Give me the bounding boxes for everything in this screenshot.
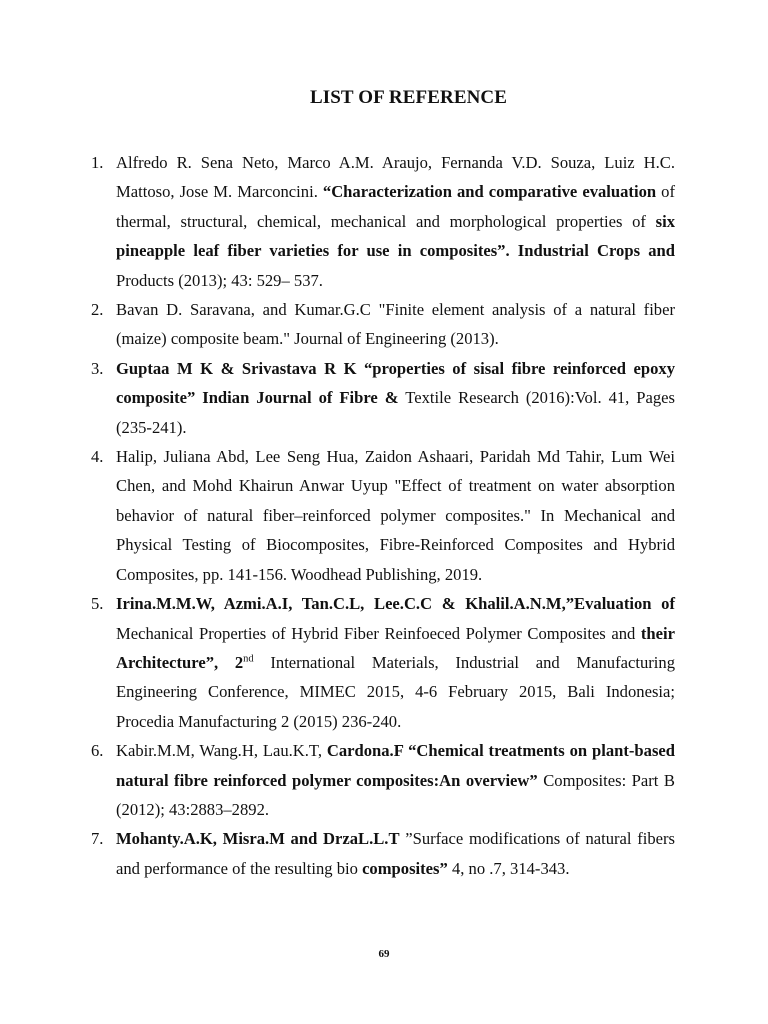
reference-text: Mechanical Properties of Hybrid Fiber Reinfoeced Polymer Composites and: [116, 623, 641, 643]
reference-item-6: [91, 736, 675, 824]
reference-bold-text: Irina.M.M.W, Azmi.A.I, Tan.C.L, Lee.C.C & Khalil.A.N.M,”Evaluation of: [116, 594, 675, 614]
reference-bold-text: Cardona.F “Chemical treatments on plant-based natural fibre reinforced polymer composites:An overview”: [116, 741, 675, 790]
reference-text: Composites: Part B (2012); 43:2883–2892.: [116, 770, 675, 819]
reference-bold-text: Mohanty.A.K, Misra.M and DrzaL.L.T: [116, 829, 400, 849]
reference-text: 4, no .7, 314-343.: [447, 858, 570, 878]
reference-item-3: [91, 354, 675, 442]
reference-number: 4.: [91, 447, 104, 467]
reference-list: [91, 148, 675, 883]
reference-text: Alfredo R. Sena Neto, Marco A.M. Araujo, Fernanda V.D. Souza, Luiz H.C. Mattoso, Jose M. Marconcini.: [116, 153, 675, 202]
reference-bold-text: six pineapple leaf fiber varieties for use in composites”. Industrial Crops and: [116, 211, 675, 261]
reference-number: 6.: [91, 741, 104, 761]
reference-number: 3.: [91, 358, 104, 378]
reference-bold-text: “Characterization and comparative evaluation: [322, 182, 657, 202]
reference-number: 2.: [91, 300, 104, 320]
reference-item-7: [91, 824, 675, 883]
reference-text: Halip, Juliana Abd, Lee Seng Hua, Zaidon Ashaari, Paridah Md Tahir, Lum Wei Chen, and Mohd Khairun Anwar Uyup "Effect of treatment on water absorption behavior of natural fiber–reinforced polymer composites." In Mechanical and Physical Testing of Biocomposites, Fibre-Reinforced Composites and Hybrid Composites, pp. 141-156. Woodhead Publishing, 2019.: [116, 447, 675, 584]
reference-item-5: [91, 589, 675, 736]
page-title: LIST OF REFERENCE: [309, 87, 508, 108]
reference-text: Textile Research (2016):Vol. 41, Pages (235-241).: [116, 388, 676, 437]
reference-bold-text: their Architecture”, 2: [116, 623, 675, 672]
reference-text: ”Surface modifications of natural fibers and performance of the resulting bio: [116, 829, 675, 878]
ordinal-superscript: nd: [243, 653, 254, 665]
reference-text: Kabir.M.M, Wang.H, Lau.K.T,: [116, 741, 327, 761]
reference-item-1: [91, 148, 675, 295]
reference-bold-text: composites”: [362, 858, 448, 878]
reference-number: 5.: [91, 594, 104, 614]
reference-number: 7.: [91, 829, 104, 849]
reference-text: Products (2013); 43: 529– 537.: [116, 270, 323, 290]
page-number: 69: [378, 948, 390, 960]
reference-text: of thermal, structural, chemical, mechanical and morphological properties of: [116, 182, 675, 231]
reference-text: Bavan D. Saravana, and Kumar.G.C "Finite element analysis of a natural fiber (maize) composite beam." Journal of Engineering (2013).: [116, 300, 675, 349]
reference-text: International Materials, Industrial and Manufacturing Engineering Conference, MIMEC 2015, 4-6 February 2015, Bali Indonesia; Procedia Manufacturing 2 (2015) 236-240.: [116, 652, 675, 731]
reference-number: 1.: [91, 153, 104, 172]
reference-item-4: [91, 442, 675, 589]
reference-item-2: [91, 295, 675, 354]
reference-bold-text: Guptaa M K & Srivastava R K “properties of sisal fibre reinforced epoxy composite” Indian Journal of Fibre &: [116, 358, 675, 408]
